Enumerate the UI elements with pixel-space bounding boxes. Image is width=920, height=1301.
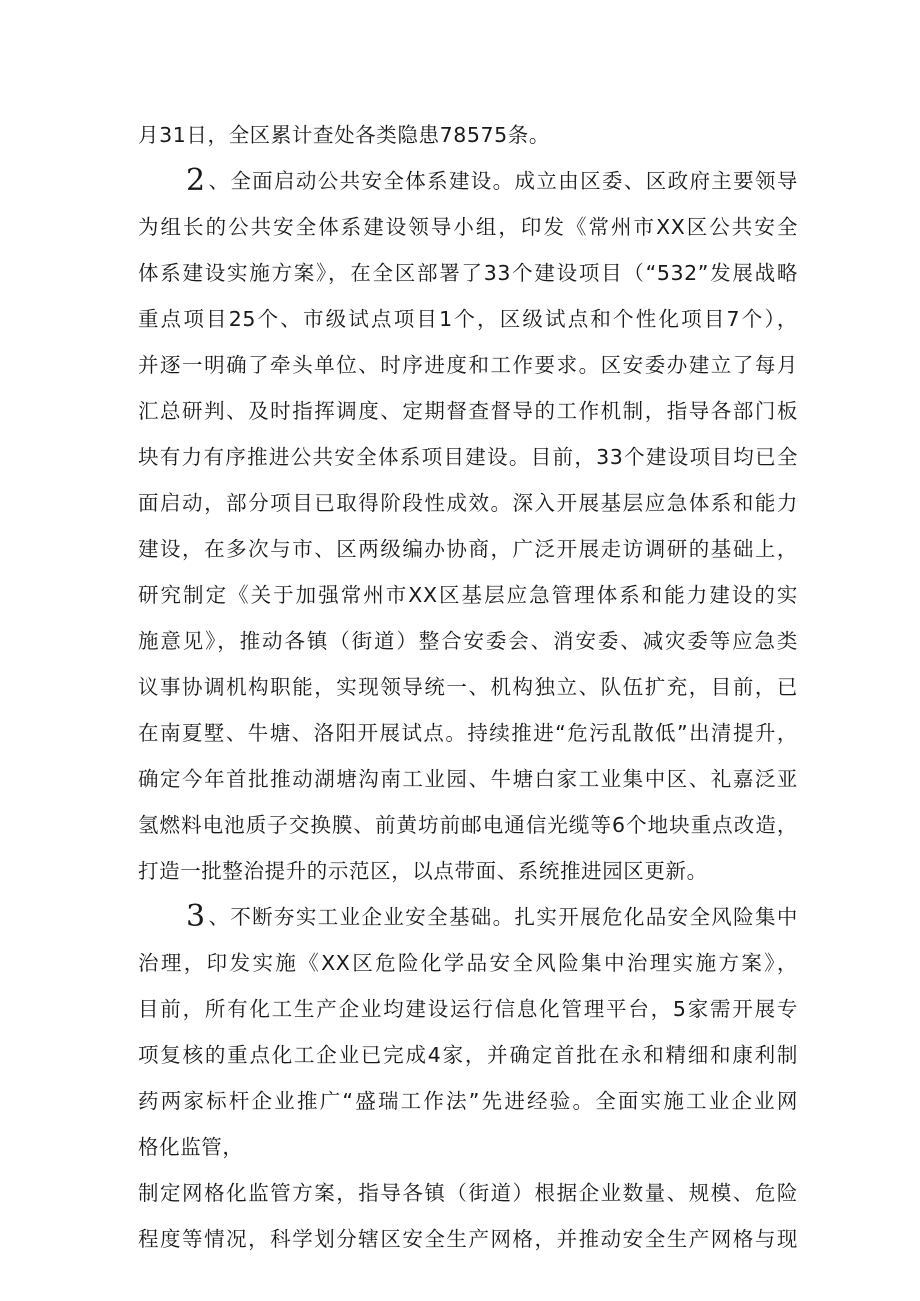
text-line: 研究制定《关于加强常州市XX区基层应急管理体系和能力建设的实 bbox=[138, 583, 798, 607]
text-line: 议事协调机构职能，实现领导统一、机构独立、队伍扩充，目前，已 bbox=[138, 675, 798, 699]
section-number-3: 3 bbox=[186, 899, 206, 934]
text-line: 汇总研判、及时指挥调度、定期督查督导的工作机制，指导各部门板 bbox=[138, 399, 798, 423]
text-line: 重点项目25个、市级试点项目1个，区级试点和个性化项目7个）， bbox=[138, 307, 798, 331]
text-line: 项复核的重点化工企业已完成4家，并确定首批在永和精细和康利制 bbox=[138, 1043, 798, 1067]
text-line-content: 、全面启动公共安全体系建设。成立由区委、区政府主要领导 bbox=[207, 169, 798, 193]
section-number-2: 2 bbox=[186, 163, 206, 198]
text-line: 施意见》，推动各镇（街道）整合安委会、消安委、减灾委等应急类 bbox=[138, 629, 798, 653]
text-line: 块有力有序推进公共安全体系项目建设。目前，33个建设项目均已全 bbox=[138, 445, 798, 469]
text-line: 面启动，部分项目已取得阶段性成效。深入开展基层应急体系和能力 bbox=[138, 491, 798, 515]
text-line: 药两家标杆企业推广“盛瑞工作法”先进经验。全面实施工业企业网 bbox=[138, 1089, 798, 1113]
text-line: 确定今年首批推动湖塘沟南工业园、牛塘白家工业集中区、礼嘉泛亚 bbox=[138, 767, 798, 791]
text-line: 在南夏墅、牛塘、洛阳开展试点。持续推进“危污乱散低”出清提升， bbox=[138, 721, 798, 745]
text-line: 月31日，全区累计查处各类隐患78575条。 bbox=[138, 123, 550, 147]
section-3-heading-line bbox=[138, 894, 798, 940]
text-line: 并逐一明确了牵头单位、时序进度和工作要求。区安委办建立了每月 bbox=[138, 353, 798, 377]
text-line: 体系建设实施方案》，在全区部署了33个建设项目（“532”发展战略 bbox=[138, 261, 798, 285]
text-line: 建设，在多次与市、区两级编办协商，广泛开展走访调研的基础上， bbox=[138, 537, 798, 561]
text-line-content: 、不断夯实工业企业安全基础。扎实开展危化品安全风险集中 bbox=[207, 905, 798, 929]
text-line: 格化监管， bbox=[138, 1135, 244, 1159]
text-line: 打造一批整治提升的示范区，以点带面、系统推进园区更新。 bbox=[138, 859, 708, 883]
text-line: 目前，所有化工生产企业均建设运行信息化管理平台，5家需开展专 bbox=[138, 997, 798, 1021]
text-line: 为组长的公共安全体系建设领导小组，印发《常州市XX区公共安全 bbox=[138, 215, 798, 239]
section-2-heading-line bbox=[138, 158, 798, 204]
text-line: 氢燃料电池质子交换膜、前黄坊前邮电通信光缆等6个地块重点改造， bbox=[138, 813, 798, 837]
text-line: 制定网格化监管方案，指导各镇（街道）根据企业数量、规模、危险 bbox=[138, 1181, 798, 1205]
text-line: 程度等情况，科学划分辖区安全生产网格，并推动安全生产网格与现 bbox=[138, 1227, 798, 1251]
body-text bbox=[138, 112, 798, 1262]
text-line: 治理，印发实施《XX区危险化学品安全风险集中治理实施方案》， bbox=[138, 951, 798, 975]
